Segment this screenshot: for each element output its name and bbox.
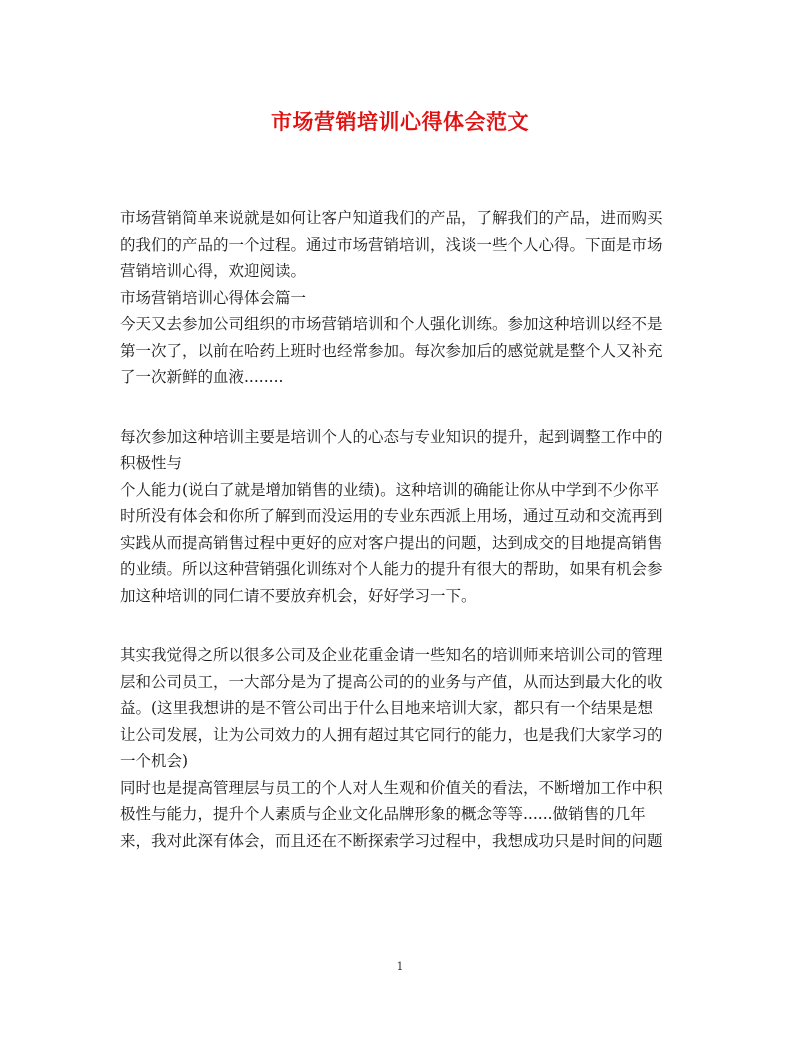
text-line: 让公司发展，让为公司效力的人拥有超过其它同行的能力，也是我们大家学习的 [120, 725, 663, 744]
text-line: 的我们的产品的一个过程。通过市场营销培训，浅谈一些个人心得。下面是市场 [120, 235, 663, 254]
text-line: 营销培训心得，欢迎阅读。 [120, 262, 307, 280]
text-line: 层和公司员工，一大部分是为了提高公司的的业务与产值，从而达到最大化的收 [120, 672, 663, 691]
text-line: 时所没有体会和你所了解到而没运用的专业东西派上用场，通过互动和交流再到 [120, 507, 663, 525]
text-line: 第一次了，以前在哈药上班时也经常参加。每次参加后的感觉就是整个人又补充 [120, 341, 663, 360]
paragraph-gap [120, 609, 680, 642]
text-line: 每次参加这种培训主要是培训个人的心态与专业知识的提升，起到调整工作中的 [120, 427, 663, 446]
text-line: 其实我觉得之所以很多公司及企业花重金请一些知名的培训师来培训公司的管理 [120, 646, 663, 664]
text-line: 积极性与 [120, 454, 183, 472]
text-line: 的业绩。所以这种营销强化训练对个人能力的提升有很大的帮助，如果有机会参 [120, 560, 663, 578]
text-line: 来，我对此深有体会，而且还在不断探索学习过程中，我想成功只是时间的问题 [120, 831, 663, 850]
paragraph-gap [120, 391, 680, 424]
document-title: 市场营销培训心得体会范文 [271, 109, 529, 134]
text-line: 个人能力(说白了就是增加销售的业绩)。这种培训的确能让你从中学到不少你平 [120, 480, 660, 499]
page-number: 1 [396, 960, 404, 973]
document-body [120, 205, 680, 854]
text-line: 今天又去参加公司组织的市场营销培训和个人强化训练。参加这种培训以经不是 [120, 315, 663, 333]
text-line: 加这种培训的同仁请不要放弃机会，好好学习一下。 [120, 586, 477, 605]
text-line: 实践从而提高销售过程中更好的应对客户提出的问题，达到成交的目地提高销售 [120, 533, 663, 552]
text-line: 市场营销简单来说就是如何让客户知道我们的产品，了解我们的产品，进而购买 [120, 209, 663, 227]
text-line: 极性与能力，提升个人素质与企业文化品牌形象的概念等等......做销售的几年 [120, 805, 646, 823]
text-line: 了一次新鲜的血液........ [120, 368, 284, 386]
text-line: 益。(这里我想讲的是不管公司出于什么目地来培训大家，都只有一个结果是想 [120, 699, 654, 717]
text-line: 一个机会) [120, 752, 189, 770]
section-heading: 市场营销培训心得体会篇一 [120, 288, 307, 307]
text-line: 同时也是提高管理层与员工的个人对人生观和价值关的看法，不断增加工作中积 [120, 778, 663, 797]
